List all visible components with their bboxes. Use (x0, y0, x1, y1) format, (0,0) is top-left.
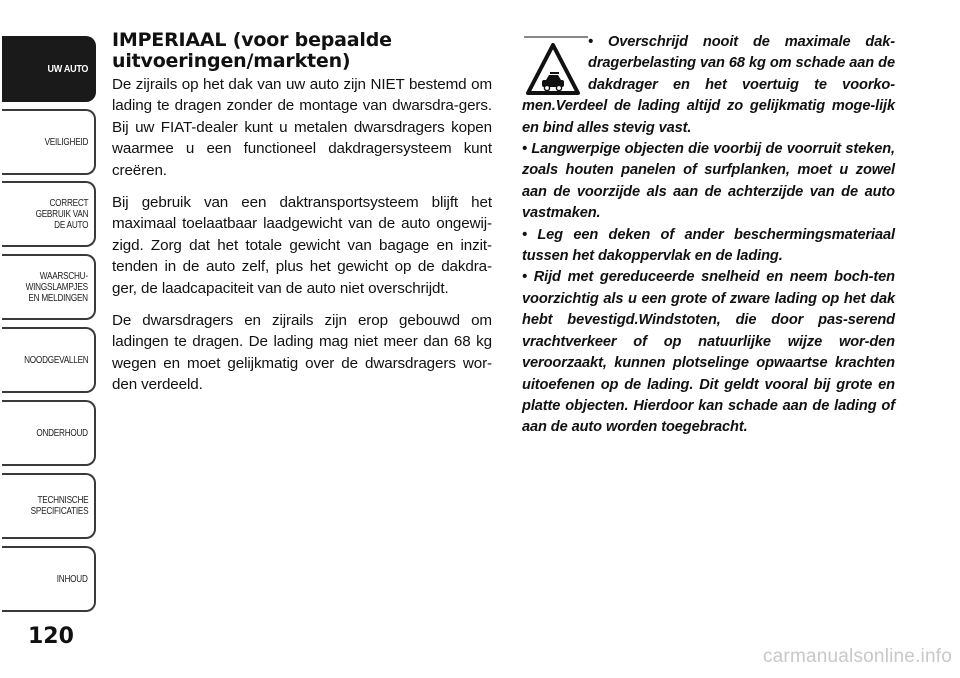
warning-item-3: • Leg een deken of ander beschermingsmateriaal tussen het dakoppervlak en de lading. (522, 226, 895, 265)
roof-rack-section (112, 30, 492, 407)
warning-block (522, 32, 895, 439)
page-number: 120 (28, 624, 74, 649)
chapter-tabs (0, 0, 100, 620)
tab-inhoud[interactable]: INHOUD (2, 546, 96, 612)
icon-spacer (522, 32, 588, 92)
heading-line-2: uitvoeringen/markten) (112, 50, 351, 72)
warning-item-1: • Overschrijd nooit de maximale dak-dragerbelasting van 68 kg om schade aan de dakdrager en het voertuig te voorko-men.Verdeel de lading altijd zo gelijkmatig moge-lijk en bind alles stevig vast. (522, 34, 895, 136)
tab-correct-gebruik[interactable]: CORRECT GEBRUIK VAN DE AUTO (2, 181, 96, 247)
paragraph-1: De zijrails op het dak van uw auto zijn NIET bestemd om lading te dragen zonder de montage van dwarsdra-gers. Bij uw FIAT-dealer kunt u metalen dwarsdragers kopen waarmee u een functioneel dakdragersysteem kunt creëren. (112, 76, 492, 179)
warning-item-2: • Langwerpige objecten die voorbij de voorruit steken, zoals houten panelen of surfplanken, moet u zowel aan de voorzijde als aan de achterzijde van de auto vastmaken. (522, 141, 895, 222)
warning-item-4: • Rijd met gereduceerde snelheid en neem boch-ten voorzichtig als u een grote of zware lading op het dak hebt bevestigd.Windstoten, die door pas-serend vrachtverkeer of op natuurlijke wijze wor-den veroorzaakt, kunnen plotselinge opwaartse krachten uitoefenen op de lading. Dit geldt vooral bij grote en platte objecten. Hierdoor kan schade aan de lading of aan de auto worden toegebracht. (522, 269, 895, 436)
tab-technische-specificaties[interactable]: TECHNISCHE SPECIFICATIES (2, 473, 96, 539)
tab-waarschuwingslampjes[interactable]: WAARSCHU- WINGSLAMPJES EN MELDINGEN (2, 254, 96, 320)
paragraph-3: De dwarsdragers en zijrails zijn erop gebouwd om ladingen te dragen. De lading mag niet meer dan 68 kg wegen en moet gelijkmatig over de dwarsdragers wor-den verdeeld. (112, 312, 492, 394)
section-heading (112, 30, 492, 72)
tab-noodgevallen[interactable]: NOODGEVALLEN (2, 327, 96, 393)
paragraph-2: Bij gebruik van een daktransportsysteem blijft het maximaal toelaatbaar laadgewicht van de auto ongewij-zigd. Zorg dat het totale gewicht van bagage en inzit-tenden in de auto zelf, plus het gewicht op de dakdra-ger, de laadcapaciteit van de auto niet overschrijdt. (112, 194, 492, 297)
watermark: carmanualsonline.info (762, 646, 952, 667)
heading-line-1: IMPERIAAL (voor bepaalde (112, 29, 392, 51)
tab-veiligheid[interactable]: VEILIGHEID (2, 109, 96, 175)
tab-uw-auto[interactable]: UW AUTO (2, 36, 96, 102)
tab-onderhoud[interactable]: ONDERHOUD (2, 400, 96, 466)
